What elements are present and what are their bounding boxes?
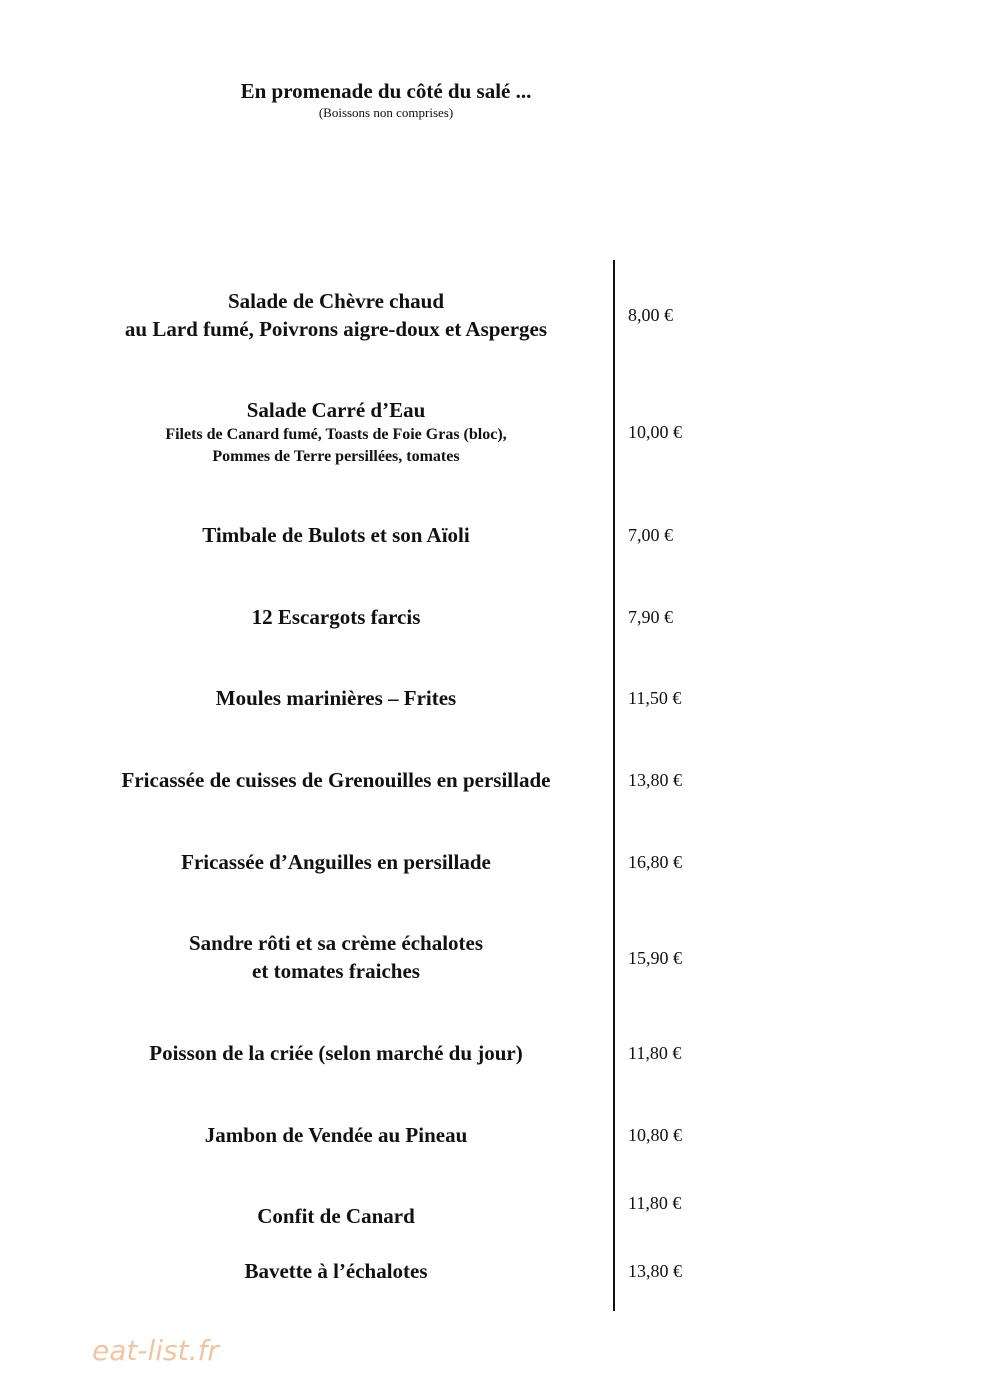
menu-item-price: 7,00 € [628, 525, 673, 545]
watermark-logo: eat-list.fr [92, 1334, 219, 1367]
menu-item-price: 10,80 € [628, 1125, 682, 1145]
menu-item-name: Salade Carré d’Eau [246, 398, 426, 422]
menu-item-price: 7,90 € [628, 607, 673, 627]
menu-item-price: 15,90 € [628, 948, 682, 968]
menu-item-name: 12 Escargots farcis [251, 605, 421, 629]
menu-item-price: 13,80 € [628, 1261, 682, 1281]
menu-item-name: Timbale de Bulots et son Aïoli [202, 523, 470, 547]
menu-item-description: Filets de Canard fumé, Toasts de Foie Gras (bloc), [165, 426, 507, 443]
menu-subtitle: (Boissons non comprises) [318, 105, 454, 120]
menu-item-name: Fricassée de cuisses de Grenouilles en persillade [121, 768, 551, 792]
menu-item-name: Poisson de la criée (selon marché du jour) [149, 1041, 523, 1065]
menu-item-name: Bavette à l’échalotes [244, 1259, 428, 1283]
menu-item-price: 11,80 € [628, 1043, 682, 1063]
menu-item-name-line2: au Lard fumé, Poivrons aigre-doux et Asperges [124, 317, 548, 341]
menu-item-price: 8,00 € [628, 305, 673, 325]
menu-header [186, 78, 586, 121]
menu-item-price: 10,00 € [628, 422, 682, 442]
column-divider [613, 260, 615, 1311]
menu-item-price: 11,80 € [628, 1193, 682, 1213]
menu-item-price: 16,80 € [628, 852, 682, 872]
menu-title: En promenade du côté du salé ... [240, 79, 532, 103]
menu-item-name: Fricassée d’Anguilles en persillade [181, 850, 491, 874]
menu-item-name: Confit de Canard [257, 1204, 415, 1228]
menu-item-name: Sandre rôti et sa crème échalotes [188, 931, 484, 955]
menu-item-price: 13,80 € [628, 770, 682, 790]
menu-item-price: 11,50 € [628, 688, 682, 708]
menu-item-name: Salade de Chèvre chaud [227, 289, 445, 313]
menu-item-name: Jambon de Vendée au Pineau [204, 1123, 468, 1147]
menu-item-name: Moules marinières – Frites [215, 686, 457, 710]
menu-item-name-line2: et tomates fraiches [252, 959, 420, 983]
menu-item-description-line2: Pommes de Terre persillées, tomates [212, 448, 460, 465]
